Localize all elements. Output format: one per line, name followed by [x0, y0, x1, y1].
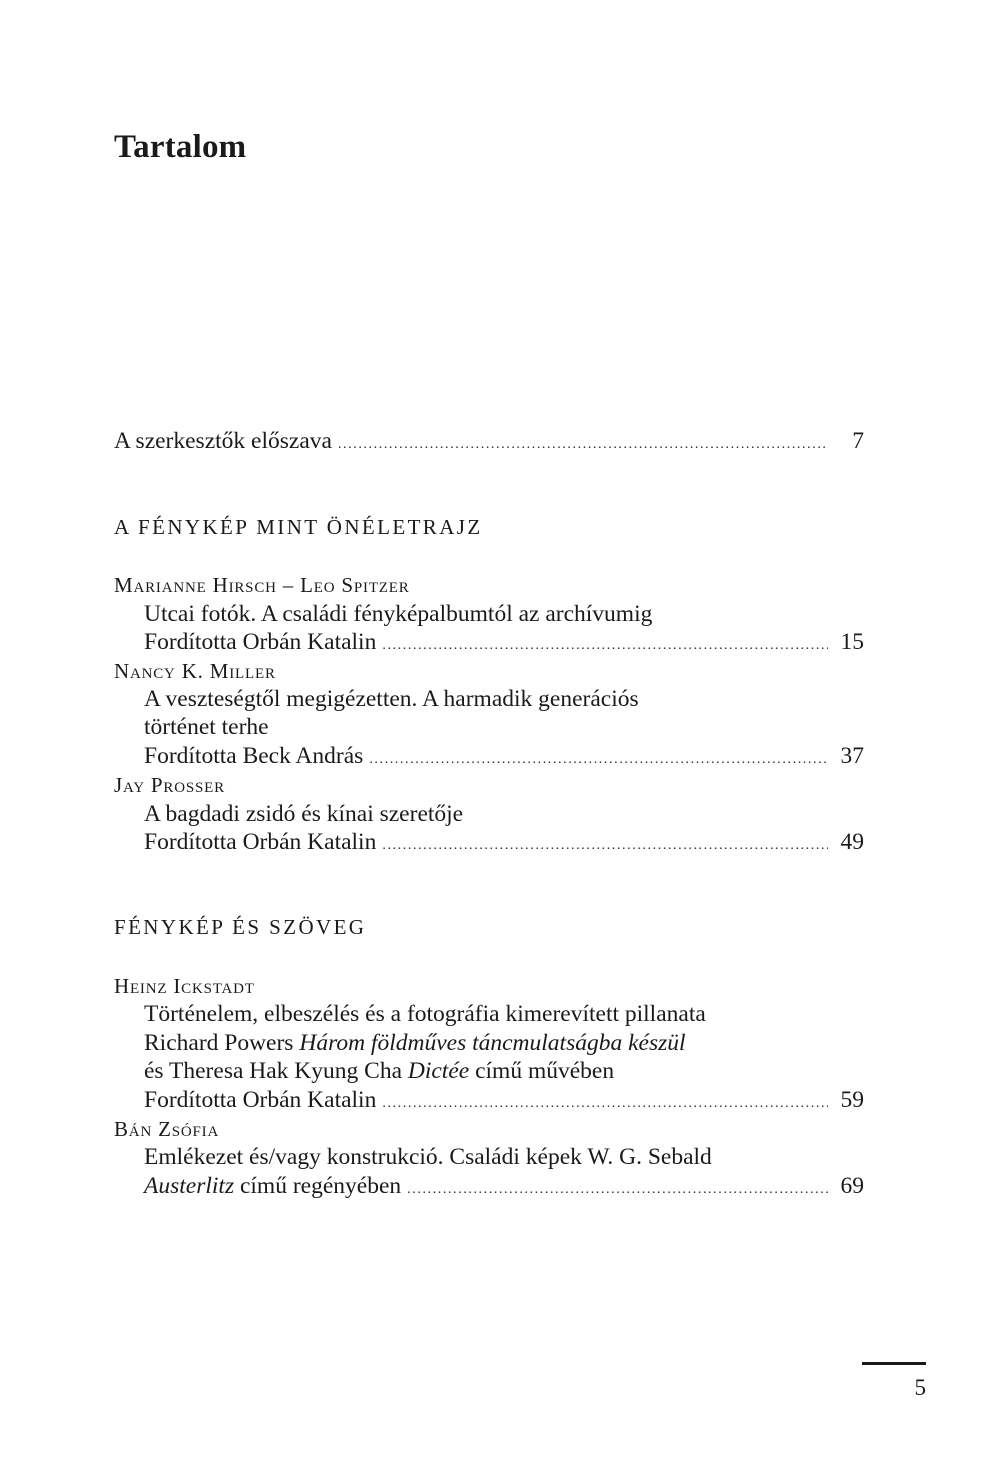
work-title: Austerlitz [144, 1173, 235, 1199]
toc-entry-hirsch-spitzer[interactable] [144, 627, 864, 657]
entry-title-text: és Theresa Hak Kyung Cha [144, 1058, 408, 1084]
section-heading: A FÉNYKÉP MINT ÖNÉLETRAJZ [114, 515, 483, 539]
toc-entry-miller[interactable] [144, 741, 864, 771]
entry-title [144, 1171, 401, 1201]
entry-title[interactable]: történet terhe [144, 714, 269, 740]
footer-rule [862, 1362, 926, 1365]
translator-credit: Fordította Orbán Katalin [144, 1087, 377, 1113]
page-ref: 59 [840, 1087, 864, 1113]
entry-title[interactable]: Utcai fotók. A családi fényképalbumtól az archívumig [144, 601, 653, 627]
toc-entry-ickstadt[interactable] [144, 1085, 864, 1115]
entry-title[interactable]: Történelem, elbeszélés és a fotográfia kimerevített pillanata [144, 1001, 706, 1027]
page-ref: 49 [840, 829, 864, 855]
entry-title-text: Richard Powers [144, 1030, 300, 1056]
page-ref: 37 [840, 743, 864, 769]
toc-entry-preface[interactable] [114, 426, 864, 456]
dot-leader [407, 1175, 828, 1205]
work-title: Három földműves táncmulatságba készül [299, 1030, 686, 1056]
entry-title-text: című regényében [234, 1173, 402, 1199]
page-ref: 15 [840, 629, 864, 655]
translator-credit: Fordította Orbán Katalin [144, 629, 377, 655]
translator-credit: Fordította Orbán Katalin [144, 829, 377, 855]
entry-title[interactable] [144, 1056, 864, 1086]
entry-title[interactable]: A bagdadi zsidó és kínai szeretője [144, 801, 464, 827]
toc-entry-prosser[interactable] [144, 827, 864, 857]
page-title: Tartalom [114, 129, 247, 165]
dot-leader [382, 831, 828, 861]
page-number: 5 [914, 1375, 926, 1400]
author-name: Heinz Ickstadt [114, 974, 255, 998]
page-ref: 69 [840, 1173, 864, 1199]
entry-title: A szerkesztők előszava [114, 428, 332, 454]
author-name: Marianne Hirsch – Leo Spitzer [114, 573, 410, 597]
work-title: Dictée [407, 1058, 470, 1084]
author-name: Jay Prosser [114, 773, 225, 797]
dot-leader [338, 430, 828, 460]
entry-title[interactable]: Emlékezet és/vagy konstrukció. Családi képek W. G. Sebald [144, 1144, 712, 1170]
toc-entry-ban[interactable] [144, 1171, 864, 1201]
entry-title-text: című művében [469, 1058, 615, 1084]
page-ref: 7 [852, 428, 864, 454]
entry-title[interactable]: A veszteségtől megigézetten. A harmadik generációs [144, 686, 639, 712]
section-heading: FÉNYKÉP ÉS SZÖVEG [114, 915, 367, 939]
translator-credit: Fordította Beck András [144, 743, 364, 769]
author-name: Bán Zsófia [114, 1117, 220, 1141]
entry-title[interactable] [144, 1028, 864, 1058]
author-name: Nancy K. Miller [114, 659, 276, 683]
